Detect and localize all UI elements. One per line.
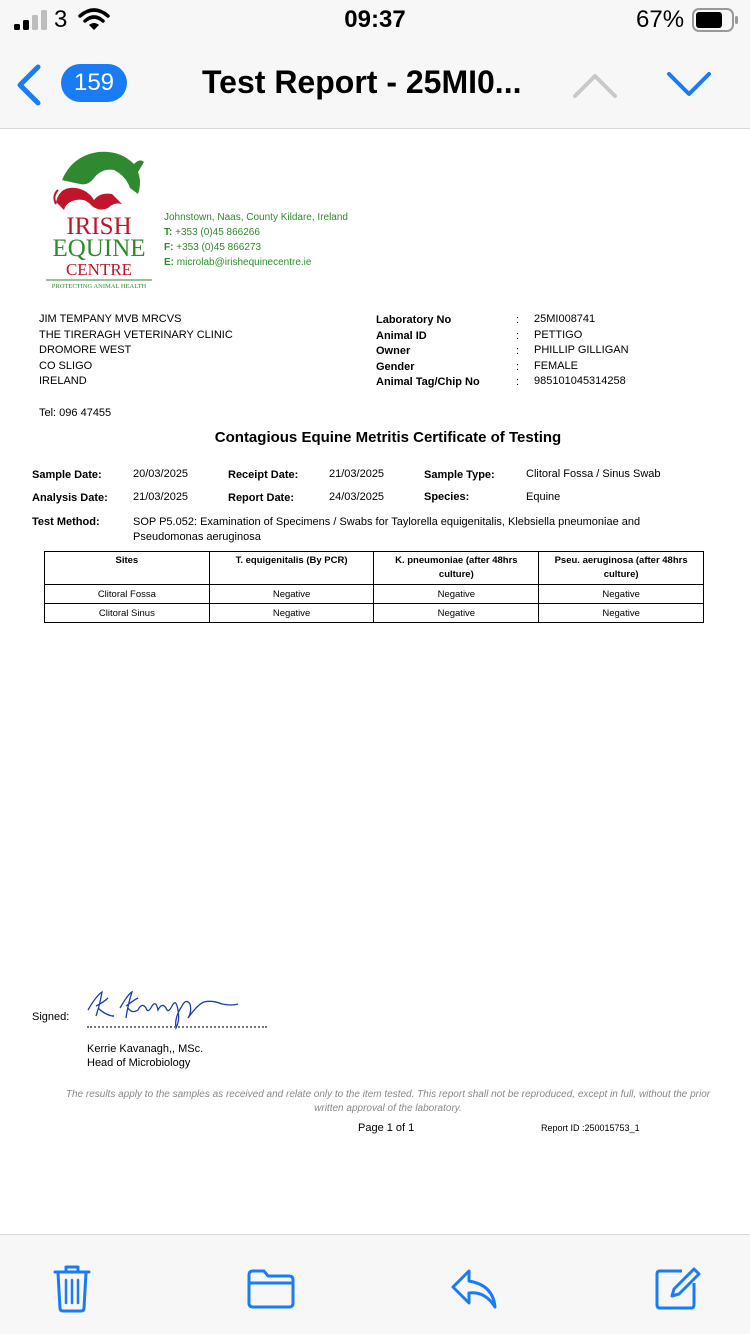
lab-info-separators [516,313,519,391]
previous-message-chevron-icon[interactable] [570,70,620,100]
lab-info-labels [376,313,480,391]
message-subject-title: Test Report - 25MI0... [202,64,522,100]
sample-date-label: Sample Date: [32,469,102,481]
table-row [45,604,704,623]
irish-equine-centre-logo [42,142,156,294]
lab-info-values [534,312,629,390]
back-chevron-icon[interactable] [14,64,44,106]
gender-label: Gender [376,360,415,373]
analysis-date-value: 21/03/2025 [133,491,189,503]
report-date-value: 24/03/2025 [329,491,385,503]
column-header-k-pneumoniae: K. pneumoniae (after 48hrs culture) [374,552,539,585]
table-header-row [45,552,704,585]
contact-details [164,210,348,270]
signer-role: Head of Microbiology [87,1057,191,1069]
reply-icon[interactable] [449,1263,499,1313]
compose-icon[interactable] [652,1263,702,1313]
fax-number: +353 (0)45 866273 [176,242,262,253]
page-number: Page 1 of 1 [358,1122,415,1134]
species-value: Equine [526,491,561,503]
animal-id-label: Animal ID [376,329,427,342]
table-cell: Negative [209,585,374,604]
species-label: Species: [424,491,470,503]
separator: : [516,376,520,388]
receipt-date-value: 21/03/2025 [329,468,385,480]
animal-id-value: PETTIGO [534,328,583,341]
table-cell: Negative [539,585,704,604]
folder-icon[interactable] [246,1263,296,1313]
status-bar [0,0,750,44]
certificate-title: Contagious Equine Metritis Certificate of Testing [214,429,562,446]
table-cell: Negative [539,604,704,623]
separator: : [516,329,520,342]
battery-percentage: 67% [636,6,685,33]
table-cell: Negative [209,604,374,623]
disclaimer-text: The results apply to the samples as received and relate only to the item tested. This report shall not be reproduced, except in full, without the prior written approval of the laboratory. [65,1089,711,1114]
analysis-date-label: Analysis Date: [32,492,108,504]
navigation-bar [0,44,750,129]
logo-tagline: PROTECTING ANIMAL HEALTH [51,283,147,290]
handwritten-signature [82,988,240,1030]
owner-value: PHILLIP GILLIGAN [534,344,629,356]
unread-count-badge[interactable]: 159 [61,64,127,102]
table-row [45,585,704,604]
column-header-p-aeruginosa: Pseu. aeruginosa (after 48hrs culture) [539,552,704,585]
report-date-label: Report Date: [228,492,295,504]
signer-name: Kerrie Kavanagh,, MSc. [87,1043,204,1055]
clock: 09:37 [344,6,406,33]
recipient-line: THE TIRERAGH VETERINARY CLINIC [39,328,233,341]
column-header-t-equigenitalis: T. equigenitalis (By PCR) [209,552,374,585]
recipient-line: JIM TEMPANY MVB MRCVS [39,313,182,325]
sample-date-value: 20/03/2025 [133,468,189,480]
sample-type-label: Sample Type: [424,469,495,481]
chip-no-label: Animal Tag/Chip No [376,376,480,388]
logo-word-irish: IRISH [66,213,132,240]
owner-label: Owner [376,345,411,357]
recipient-tel: Tel: 096 47455 [39,407,112,419]
next-message-chevron-icon[interactable] [664,70,714,100]
report-id: Report ID :250015753_1 [541,1123,640,1133]
separator: : [516,360,520,373]
recipient-line: IRELAND [39,375,87,387]
laboratory-no-label: Laboratory No [376,314,452,326]
logo-word-centre: CENTRE [65,260,133,279]
phone-label: T: [164,227,173,238]
fax-label: F: [164,242,174,253]
gender-value: FEMALE [534,359,579,372]
phone-number[interactable]: +353 (0)45 866266 [175,227,260,238]
table-cell: Clitoral Fossa [45,585,210,604]
battery-icon [692,8,738,32]
carrier-label: 3 [54,6,68,33]
signed-label: Signed: [32,1011,70,1023]
test-method-label: Test Method: [32,516,100,528]
column-header-sites: Sites [45,552,210,585]
chip-no-value: 985101045314258 [534,375,626,387]
pdf-document[interactable] [0,130,750,1234]
bottom-toolbar [0,1234,750,1334]
trash-icon[interactable] [47,1263,97,1313]
laboratory-no-value: 25MI008741 [534,313,596,325]
separator: : [516,314,520,326]
table-cell: Negative [374,585,539,604]
sample-type-value: Clitoral Fossa / Sinus Swab [526,468,661,480]
test-method-value: SOP P5.052: Examination of Specimens / Swabs for Taylorella equigenitalis, Klebsiella pneumoniae and Pseudomonas aeruginosa [133,516,641,543]
table-cell: Clitoral Sinus [45,604,210,623]
signature-line [87,1026,267,1028]
recipient-line: DROMORE WEST [39,344,132,356]
email-label: E: [164,257,174,268]
receipt-date-label: Receipt Date: [228,469,299,481]
lab-address: Johnstown, Naas, County Kildare, Ireland [164,212,348,223]
recipient-line: CO SLIGO [39,359,93,372]
recipient-address [39,312,233,390]
email-link[interactable]: microlab@irishequinecentre.ie [176,257,312,268]
separator: : [516,345,520,357]
logo-word-equine: EQUINE [52,235,146,262]
results-table [44,551,704,623]
table-cell: Negative [374,604,539,623]
